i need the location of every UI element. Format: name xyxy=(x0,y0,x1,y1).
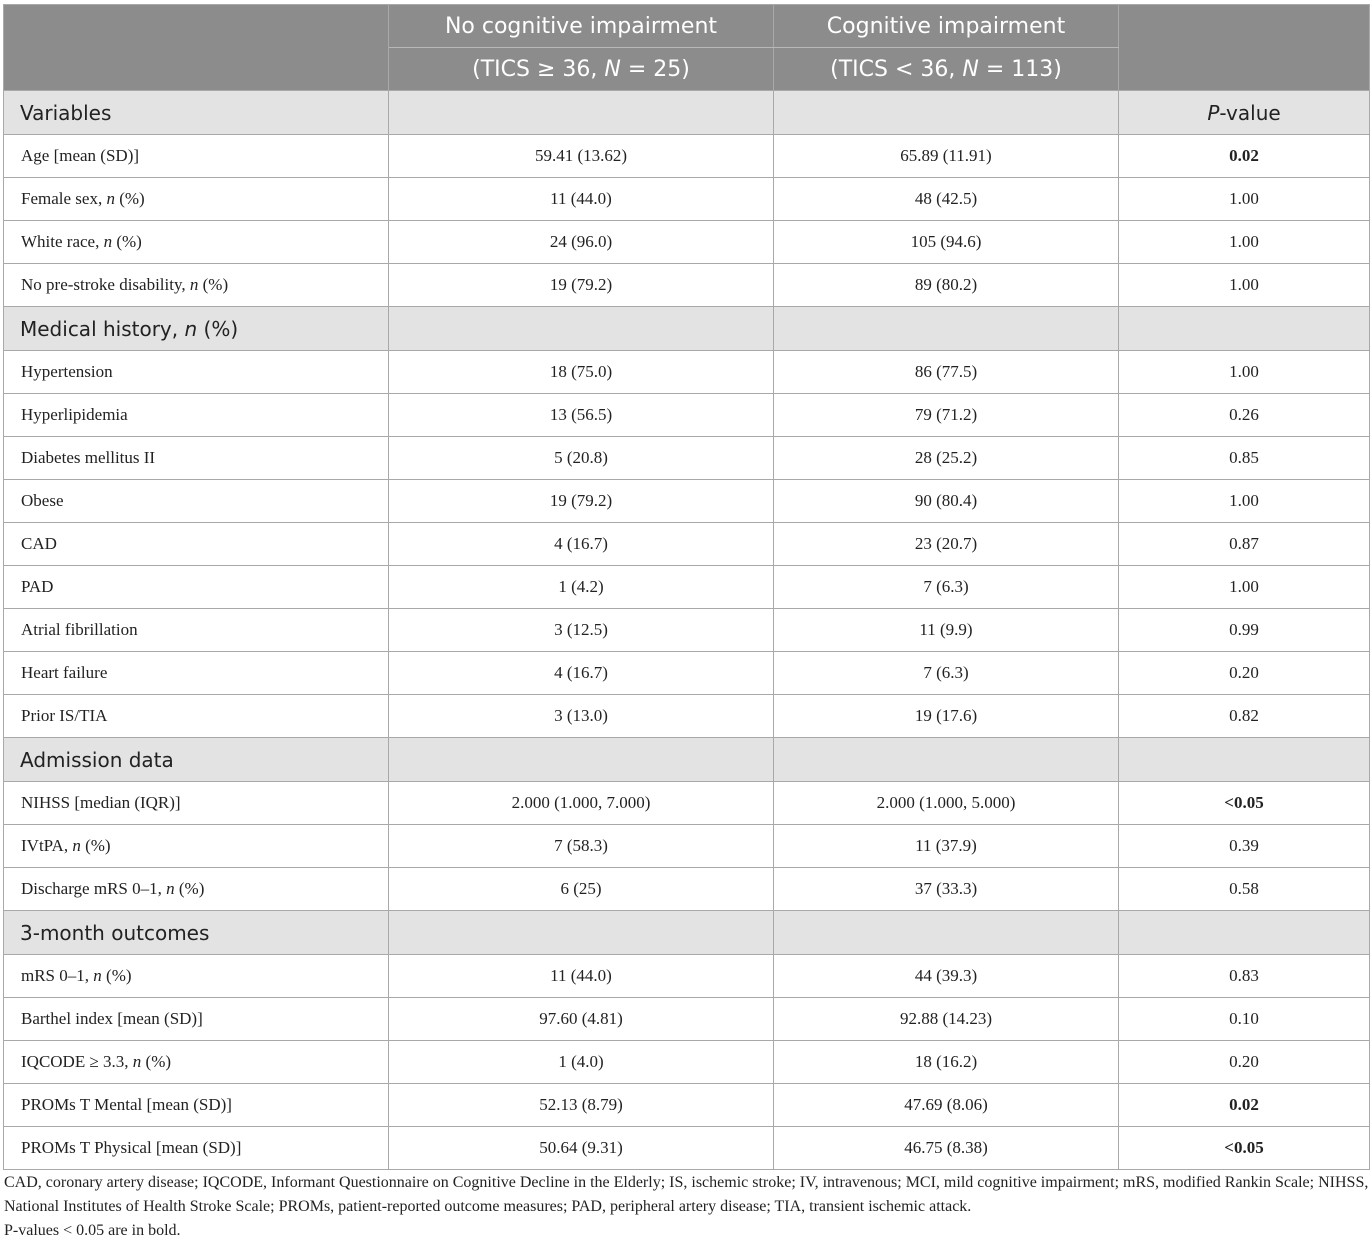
row-label xyxy=(4,566,389,609)
row-label xyxy=(4,1041,389,1084)
criteria-suffix: = 113) xyxy=(978,56,1062,82)
value-impairment: 11 (37.9) xyxy=(774,825,1119,868)
pvalue-header xyxy=(1119,738,1370,782)
value-impairment: 48 (42.5) xyxy=(774,178,1119,221)
row-label-text: Hyperlipidemia xyxy=(21,405,128,424)
row-label xyxy=(4,480,389,523)
value-no-impairment: 13 (56.5) xyxy=(389,394,774,437)
table-row xyxy=(4,221,1370,264)
value-no-impairment: 4 (16.7) xyxy=(389,652,774,695)
row-label-text: Heart failure xyxy=(21,663,108,682)
row-label xyxy=(4,609,389,652)
value-impairment: 92.88 (14.23) xyxy=(774,998,1119,1041)
p-value: 1.00 xyxy=(1119,221,1370,264)
table-row xyxy=(4,652,1370,695)
row-label-italic: n xyxy=(93,966,102,985)
value-no-impairment: 18 (75.0) xyxy=(389,351,774,394)
table-row xyxy=(4,135,1370,178)
value-impairment: 19 (17.6) xyxy=(774,695,1119,738)
p-value: 1.00 xyxy=(1119,566,1370,609)
row-label xyxy=(4,351,389,394)
table-row xyxy=(4,264,1370,307)
row-label-text: mRS 0–1, xyxy=(21,966,94,985)
table-row xyxy=(4,523,1370,566)
row-label-text: Discharge mRS 0–1, xyxy=(21,879,167,898)
row-label-text: PROMs T Physical [mean (SD)] xyxy=(21,1138,242,1157)
pvalue-header xyxy=(1119,911,1370,955)
section-empty-cell xyxy=(774,307,1119,351)
table-row xyxy=(4,437,1370,480)
p-value: 0.87 xyxy=(1119,523,1370,566)
table-row xyxy=(4,1084,1370,1127)
table-row xyxy=(4,609,1370,652)
p-value: 0.20 xyxy=(1119,1041,1370,1084)
row-label-text: Obese xyxy=(21,491,64,510)
p-value: 1.00 xyxy=(1119,351,1370,394)
row-label-text: CAD xyxy=(21,534,57,553)
value-impairment: 90 (80.4) xyxy=(774,480,1119,523)
footnote-abbreviations: CAD, coronary artery disease; IQCODE, Informant Questionnaire on Cognitive Decline in the Elderly; IS, ischemic stroke; IV, intravenous; MCI, mild cognitive impairment; mRS, modified Rankin Scale; NIHSS, National Institutes of Health Stroke Scale; PROMs, patient-reported outcome measures; PAD, peripheral artery disease; TIA, transient ischemic attack. xyxy=(4,1174,1369,1215)
row-label-end: (%) xyxy=(141,1052,172,1071)
section-title xyxy=(4,738,389,782)
section-empty-cell xyxy=(389,91,774,135)
row-label-text: Age [mean (SD)] xyxy=(21,146,140,165)
table-row xyxy=(4,955,1370,998)
row-label-text: IVtPA, xyxy=(21,836,73,855)
value-impairment: 65.89 (11.91) xyxy=(774,135,1119,178)
footnote-bold-note: P-values < 0.05 are in bold. xyxy=(4,1222,181,1239)
value-no-impairment: 52.13 (8.79) xyxy=(389,1084,774,1127)
p-value: 0.39 xyxy=(1119,825,1370,868)
table-row xyxy=(4,566,1370,609)
row-label-end: (%) xyxy=(114,189,145,208)
row-label-text: No pre-stroke disability, xyxy=(21,275,190,294)
p-value: 0.99 xyxy=(1119,609,1370,652)
row-label-text: PROMs T Mental [mean (SD)] xyxy=(21,1095,232,1114)
section-title-text: Admission data xyxy=(20,747,174,772)
section-title-text: Medical history, xyxy=(20,316,185,341)
row-label xyxy=(4,998,389,1041)
p-value: 0.02 xyxy=(1119,1084,1370,1127)
table-footnote xyxy=(4,1171,1370,1243)
row-label xyxy=(4,264,389,307)
row-label-text: Atrial fibrillation xyxy=(21,620,138,639)
table-row xyxy=(4,178,1370,221)
value-no-impairment: 3 (12.5) xyxy=(389,609,774,652)
table-row xyxy=(4,825,1370,868)
value-impairment: 7 (6.3) xyxy=(774,652,1119,695)
row-label-end: (%) xyxy=(101,966,132,985)
p-value: <0.05 xyxy=(1119,782,1370,825)
value-no-impairment: 7 (58.3) xyxy=(389,825,774,868)
table-row xyxy=(4,998,1370,1041)
p-value: 1.00 xyxy=(1119,480,1370,523)
p-value: 0.83 xyxy=(1119,955,1370,998)
value-no-impairment: 11 (44.0) xyxy=(389,178,774,221)
row-label xyxy=(4,695,389,738)
row-label xyxy=(4,178,389,221)
row-label-text: Barthel index [mean (SD)] xyxy=(21,1009,203,1028)
value-no-impairment: 2.000 (1.000, 7.000) xyxy=(389,782,774,825)
section-header-medical xyxy=(4,307,1370,351)
table-row xyxy=(4,1041,1370,1084)
header-empty-cell xyxy=(4,5,389,91)
value-impairment: 89 (80.2) xyxy=(774,264,1119,307)
value-impairment: 37 (33.3) xyxy=(774,868,1119,911)
header-no-impairment: No cognitive impairment xyxy=(389,5,774,48)
value-no-impairment: 1 (4.0) xyxy=(389,1041,774,1084)
criteria-prefix: (TICS < 36, xyxy=(830,56,963,82)
value-impairment: 79 (71.2) xyxy=(774,394,1119,437)
section-title xyxy=(4,307,389,351)
row-label-italic: n xyxy=(72,836,81,855)
row-label-end: (%) xyxy=(112,232,142,251)
row-label-text: IQCODE ≥ 3.3, xyxy=(21,1052,133,1071)
section-header-outcomes xyxy=(4,911,1370,955)
value-impairment: 23 (20.7) xyxy=(774,523,1119,566)
row-label xyxy=(4,652,389,695)
criteria-n: N xyxy=(604,56,621,82)
p-value: 0.85 xyxy=(1119,437,1370,480)
row-label xyxy=(4,782,389,825)
table-row xyxy=(4,868,1370,911)
section-header-variables xyxy=(4,91,1370,135)
value-no-impairment: 59.41 (13.62) xyxy=(389,135,774,178)
p-value: 1.00 xyxy=(1119,264,1370,307)
value-no-impairment: 24 (96.0) xyxy=(389,221,774,264)
value-no-impairment: 4 (16.7) xyxy=(389,523,774,566)
row-label xyxy=(4,955,389,998)
row-label-end: (%) xyxy=(174,879,205,898)
row-label-text: Female sex, xyxy=(21,189,107,208)
row-label-text: Diabetes mellitus II xyxy=(21,448,156,467)
value-no-impairment: 19 (79.2) xyxy=(389,264,774,307)
row-label xyxy=(4,394,389,437)
row-label-end: (%) xyxy=(198,275,229,294)
section-empty-cell xyxy=(389,911,774,955)
section-empty-cell xyxy=(389,738,774,782)
table-row xyxy=(4,1127,1370,1170)
section-title xyxy=(4,911,389,955)
p-value: 0.26 xyxy=(1119,394,1370,437)
value-no-impairment: 50.64 (9.31) xyxy=(389,1127,774,1170)
data-table xyxy=(3,4,1370,1170)
pvalue-header-italic: P xyxy=(1207,100,1220,125)
p-value: 0.82 xyxy=(1119,695,1370,738)
row-label xyxy=(4,1084,389,1127)
section-empty-cell xyxy=(774,738,1119,782)
table-row xyxy=(4,480,1370,523)
header-impairment-criteria xyxy=(774,48,1119,91)
section-title-text: Variables xyxy=(20,100,112,125)
row-label xyxy=(4,135,389,178)
section-title-end: (%) xyxy=(197,316,239,341)
row-label xyxy=(4,868,389,911)
value-no-impairment: 5 (20.8) xyxy=(389,437,774,480)
section-header-admission xyxy=(4,738,1370,782)
value-impairment: 46.75 (8.38) xyxy=(774,1127,1119,1170)
value-impairment: 47.69 (8.06) xyxy=(774,1084,1119,1127)
header-impairment: Cognitive impairment xyxy=(774,5,1119,48)
header-empty-pvalue xyxy=(1119,5,1370,91)
row-label-text: PAD xyxy=(21,577,54,596)
row-label xyxy=(4,825,389,868)
value-no-impairment: 3 (13.0) xyxy=(389,695,774,738)
section-title-italic: n xyxy=(184,316,198,341)
p-value: 0.02 xyxy=(1119,135,1370,178)
p-value: 0.10 xyxy=(1119,998,1370,1041)
value-no-impairment: 6 (25) xyxy=(389,868,774,911)
value-impairment: 105 (94.6) xyxy=(774,221,1119,264)
criteria-n: N xyxy=(962,56,979,82)
row-label xyxy=(4,1127,389,1170)
section-title-text: 3-month outcomes xyxy=(20,920,210,945)
table-container xyxy=(3,4,1369,1170)
row-label-text: White race, xyxy=(21,232,104,251)
row-label xyxy=(4,437,389,480)
pvalue-header-rest: -value xyxy=(1219,100,1281,125)
section-title xyxy=(4,91,389,135)
p-value: 0.20 xyxy=(1119,652,1370,695)
row-label-text: Hypertension xyxy=(21,362,113,381)
header-no-impairment-criteria xyxy=(389,48,774,91)
value-impairment: 18 (16.2) xyxy=(774,1041,1119,1084)
row-label-italic: n xyxy=(189,275,199,294)
table-row xyxy=(4,695,1370,738)
section-empty-cell xyxy=(774,91,1119,135)
section-empty-cell xyxy=(389,307,774,351)
value-impairment: 11 (9.9) xyxy=(774,609,1119,652)
table-row xyxy=(4,782,1370,825)
criteria-prefix: (TICS ≥ 36, xyxy=(472,56,605,82)
row-label-text: NIHSS [median (IQR)] xyxy=(21,793,181,812)
p-value: <0.05 xyxy=(1119,1127,1370,1170)
value-impairment: 44 (39.3) xyxy=(774,955,1119,998)
value-impairment: 86 (77.5) xyxy=(774,351,1119,394)
value-impairment: 7 (6.3) xyxy=(774,566,1119,609)
row-label-italic: n xyxy=(166,879,175,898)
header-row-1 xyxy=(4,5,1370,48)
criteria-suffix: = 25) xyxy=(620,56,690,82)
table-row xyxy=(4,394,1370,437)
value-no-impairment: 11 (44.0) xyxy=(389,955,774,998)
pvalue-header xyxy=(1119,307,1370,351)
value-no-impairment: 1 (4.2) xyxy=(389,566,774,609)
row-label-italic: n xyxy=(132,1052,142,1071)
row-label xyxy=(4,523,389,566)
table-row xyxy=(4,351,1370,394)
p-value: 1.00 xyxy=(1119,178,1370,221)
section-empty-cell xyxy=(774,911,1119,955)
row-label-italic: n xyxy=(103,232,113,251)
row-label-end: (%) xyxy=(80,836,111,855)
row-label xyxy=(4,221,389,264)
value-no-impairment: 97.60 (4.81) xyxy=(389,998,774,1041)
p-value: 0.58 xyxy=(1119,868,1370,911)
value-impairment: 28 (25.2) xyxy=(774,437,1119,480)
value-impairment: 2.000 (1.000, 5.000) xyxy=(774,782,1119,825)
row-label-text: Prior IS/TIA xyxy=(21,706,108,725)
row-label-italic: n xyxy=(106,189,115,208)
value-no-impairment: 19 (79.2) xyxy=(389,480,774,523)
pvalue-header xyxy=(1119,91,1370,135)
